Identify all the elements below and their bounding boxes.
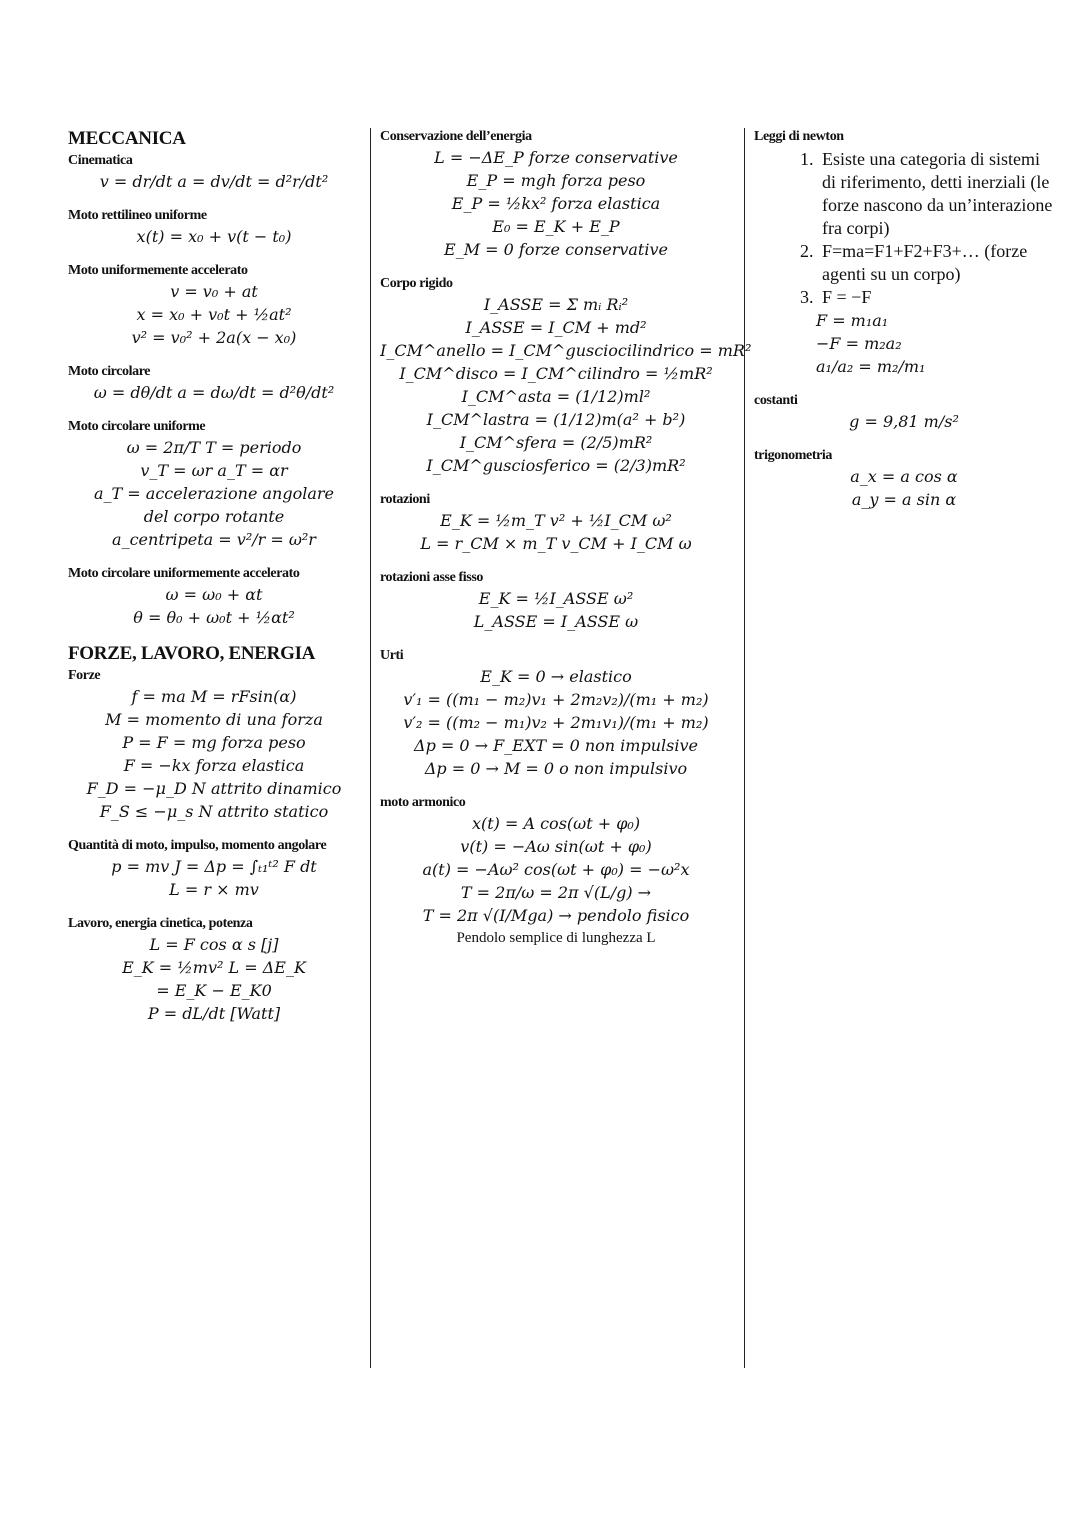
section-title: MECCANICA xyxy=(68,128,186,149)
formula-section xyxy=(68,262,360,349)
equation-block xyxy=(68,933,360,1025)
equation: F_D = −μ_D N attrito dinamico xyxy=(86,779,342,798)
equation-block xyxy=(68,855,360,901)
equation-block xyxy=(68,436,360,551)
equation: a_y = a sin α xyxy=(851,490,957,509)
equation: x = x₀ + v₀t + ½at² xyxy=(136,305,292,324)
subsection-title: trigonometria xyxy=(754,448,832,463)
subsection-title: rotazioni xyxy=(380,492,430,507)
subsection-title: Urti xyxy=(380,648,404,663)
subsection-title: Conservazione dell’energia xyxy=(380,129,532,144)
equation-block xyxy=(380,587,732,633)
list-item: 1. Esiste una categoria di sistemi di riferimento, detti inerziali (le forze nascono da un’interazione fra corpi) xyxy=(818,148,1054,240)
equation: L = −ΔE_P forze conservative xyxy=(434,148,678,167)
equation: L_ASSE = I_ASSE ω xyxy=(473,612,639,631)
equation-block xyxy=(380,293,752,477)
formula-section xyxy=(380,491,732,555)
column-divider-right xyxy=(744,128,745,1368)
equation: I_CM^lastra = (1/12)m(a² + b²) xyxy=(426,410,686,429)
equation: F = m₁a₁ xyxy=(816,311,889,330)
equation: a_centripeta = v²/r = ω²r xyxy=(112,530,316,549)
equation-block xyxy=(754,465,1054,511)
subsection-title: Lavoro, energia cinetica, potenza xyxy=(68,916,253,931)
equation: E_K = 0 → elastico xyxy=(480,667,632,686)
equation: v(t) = −Aω sin(ωt + φ₀) xyxy=(460,837,652,856)
subsection-title: Leggi di newton xyxy=(754,129,844,144)
formula-section xyxy=(68,667,360,823)
equation: v = v₀ + at xyxy=(170,282,258,301)
equation: a(t) = −Aω² cos(ωt + φ₀) = −ω²x xyxy=(422,860,690,879)
equation: E₀ = E_K + E_P xyxy=(492,217,620,236)
equation: v² = v₀² + 2a(x − x₀) xyxy=(131,328,297,347)
equation: P = dL/dt [Watt] xyxy=(147,1004,281,1023)
equation: L = F cos α s [j] xyxy=(149,935,279,954)
equation: ω = dθ/dt a = dω/dt = d²θ/dt² xyxy=(93,383,335,402)
equation: M = momento di una forza xyxy=(105,710,323,729)
equation: del corpo rotante xyxy=(143,507,285,526)
subsection-title: Moto uniformemente accelerato xyxy=(68,263,248,278)
formula-section xyxy=(68,565,360,629)
formula-section xyxy=(68,363,360,404)
list-item: 3. F = −F xyxy=(818,286,1054,309)
equation: x(t) = x₀ + v(t − t₀) xyxy=(136,227,292,246)
equation: Δp = 0 → F_EXT = 0 non impulsive xyxy=(414,736,698,755)
equation: f = ma M = rFsin(α) xyxy=(131,687,297,706)
note-text: Pendolo semplice di lunghezza L xyxy=(456,930,656,946)
equation: Δp = 0 → M = 0 o non impulsivo xyxy=(424,759,688,778)
equation: P = F = mg forza peso xyxy=(122,733,306,752)
column-2 xyxy=(380,128,752,964)
equation: a_x = a cos α xyxy=(850,467,958,486)
equation: I_CM^gusciosferico = (2/3)mR² xyxy=(426,456,686,475)
subsection-title: Quantità di moto, impulso, momento angolare xyxy=(68,838,327,853)
equation: L = r × mv xyxy=(169,880,259,899)
equation: v = dr/dt a = dv/dt = d²r/dt² xyxy=(99,172,329,191)
formula-section xyxy=(380,275,752,477)
subsection-title: Moto rettilineo uniforme xyxy=(68,208,207,223)
equation: p = mv J = Δp = ∫ₜ₁ᵗ² F dt xyxy=(111,857,317,876)
equation: E_K = ½m_T v² + ½I_CM ω² xyxy=(440,511,672,530)
formula-section xyxy=(68,207,360,248)
equation: −F = m₂a₂ xyxy=(816,334,902,353)
column-3 xyxy=(754,128,1054,525)
equation: E_K = ½I_ASSE ω² xyxy=(478,589,634,608)
column-divider-left xyxy=(370,128,371,1368)
equation: = E_K − E_K0 xyxy=(156,981,272,1000)
subsection-title: rotazioni asse fisso xyxy=(380,570,483,585)
formula-section xyxy=(380,128,732,261)
equation: E_P = mgh forza peso xyxy=(466,171,646,190)
equation: v′₂ = ((m₂ − m₁)v₂ + 2m₁v₁)/(m₁ + m₂) xyxy=(403,713,709,732)
equation: a_T = accelerazione angolare xyxy=(93,484,335,503)
equation: T = 2π/ω = 2π √(L/g) → xyxy=(460,883,652,902)
equation: v_T = ωr a_T = αr xyxy=(140,461,288,480)
subsection-title: Moto circolare uniformemente accelerato xyxy=(68,566,300,581)
subsection-title: Moto circolare uniforme xyxy=(68,419,206,434)
newton-laws-list xyxy=(754,148,1054,309)
equation: E_K = ½mv² L = ΔE_K xyxy=(122,958,306,977)
equation-block xyxy=(380,146,732,261)
subsection-title: Moto circolare xyxy=(68,364,151,379)
equation-block xyxy=(68,225,360,248)
equation: E_M = 0 forze conservative xyxy=(444,240,668,259)
equation-block xyxy=(754,309,1054,378)
equation-block xyxy=(68,280,360,349)
equation: T = 2π √(I/Mga) → pendolo fisico xyxy=(422,906,690,925)
equation: I_CM^asta = (1/12)ml² xyxy=(461,387,651,406)
equation: ω = 2π/T T = periodo xyxy=(126,438,302,457)
equation-block xyxy=(68,381,360,404)
equation: F_S ≤ −μ_s N attrito statico xyxy=(99,802,329,821)
equation: a₁/a₂ = m₂/m₁ xyxy=(816,357,926,376)
equation-block xyxy=(68,583,360,629)
section-title: FORZE, LAVORO, ENERGIA xyxy=(68,643,316,664)
equation: θ = θ₀ + ω₀t + ½αt² xyxy=(133,608,295,627)
subsection-title: moto armonico xyxy=(380,795,466,810)
subsection-title: costanti xyxy=(754,393,798,408)
subsection-title: Corpo rigido xyxy=(380,276,453,291)
equation-block xyxy=(380,509,732,555)
equation: g = 9,81 m/s² xyxy=(849,412,959,431)
equation: I_ASSE = Σ mᵢ Rᵢ² xyxy=(483,295,629,314)
column-1 xyxy=(68,128,360,1039)
equation: E_P = ½kx² forza elastica xyxy=(451,194,661,213)
formula-section xyxy=(754,392,1054,433)
formula-section xyxy=(68,915,360,1025)
equation: x(t) = A cos(ωt + φ₀) xyxy=(471,814,641,833)
equation: F = −kx forza elastica xyxy=(123,756,305,775)
formula-section xyxy=(68,418,360,551)
equation: ω = ω₀ + αt xyxy=(165,585,263,604)
equation-block xyxy=(380,812,732,950)
equation-block xyxy=(754,410,1054,433)
list-item: 2. F=ma=F1+F2+F3+… (forze agenti su un corpo) xyxy=(818,240,1054,286)
equation: L = r_CM × m_T v_CM + I_CM ω xyxy=(420,534,692,553)
formula-section xyxy=(68,152,360,193)
equation-block xyxy=(380,665,732,780)
formula-section xyxy=(380,569,732,633)
equation: v′₁ = ((m₁ − m₂)v₁ + 2m₂v₂)/(m₁ + m₂) xyxy=(403,690,709,709)
equation: I_CM^disco = I_CM^cilindro = ½mR² xyxy=(399,364,713,383)
equation-block xyxy=(68,685,360,823)
subsection-title: Forze xyxy=(68,668,101,683)
formula-section xyxy=(754,447,1054,511)
equation: I_CM^sfera = (2/5)mR² xyxy=(459,433,653,452)
subsection-title: Cinematica xyxy=(68,153,133,168)
formula-section xyxy=(380,794,732,950)
formula-section xyxy=(68,837,360,901)
equation-block xyxy=(68,170,360,193)
equation: I_CM^anello = I_CM^gusciocilindrico = mR² xyxy=(380,341,752,360)
equation: I_ASSE = I_CM + md² xyxy=(465,318,647,337)
formula-section xyxy=(380,647,732,780)
formula-section xyxy=(754,128,1054,378)
